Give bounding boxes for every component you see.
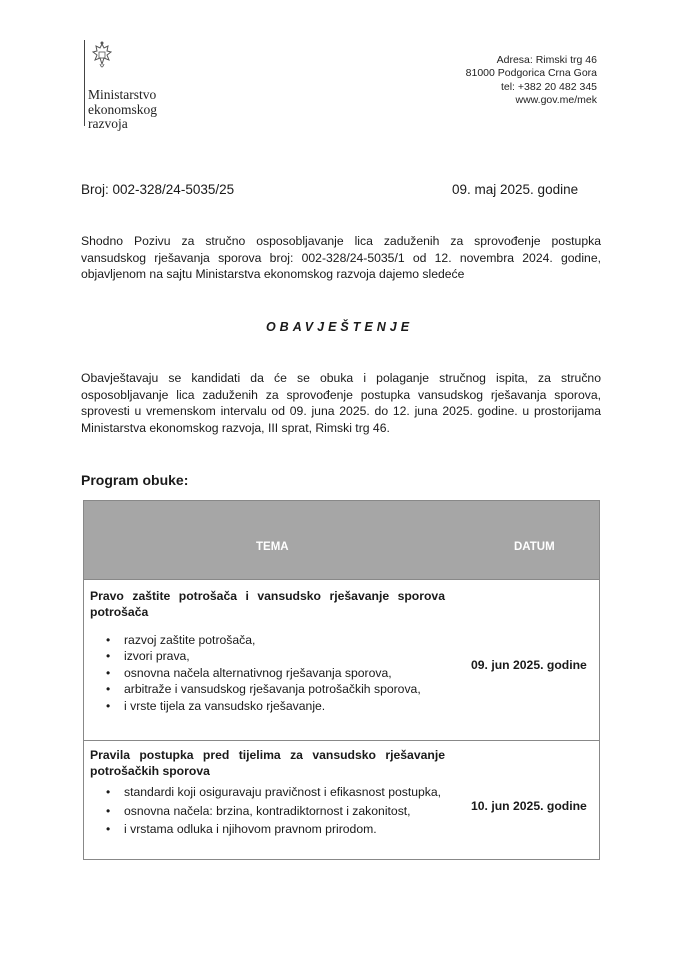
program-table — [83, 500, 600, 860]
list-item — [84, 648, 444, 664]
topic-date: 10. jun 2025. godine — [471, 799, 587, 813]
topic-list — [84, 632, 444, 714]
list-item — [84, 698, 444, 714]
bullet-icon: • — [106, 682, 111, 697]
ministry-name-line: Ministarstvo — [88, 87, 157, 102]
bullet-icon: • — [106, 785, 111, 799]
website-line: www.gov.me/mek — [515, 93, 597, 106]
ministry-name-line: ekonomskog — [88, 101, 157, 117]
list-item-text: i vrste tijela za vansudsko rješavanje. — [124, 698, 326, 713]
list-item-text: i vrstama odluka i njihovom pravnom prirodom. — [124, 822, 377, 836]
notice-paragraph: Obavještavaju se kandidati da će se obuka i polaganje stručnog ispita, za stručno osposobljavanje lica zaduženih za sprovođenje postupka vansudskog rješavanja sporova, sprovesti u vremenskom intervalu od 09. juna 2025. do 12. juna 2025. godine. u prostorijama Ministarstva ekonomskog razvoja, III sprat, Rimski trg 46. — [81, 371, 601, 435]
bullet-icon: • — [106, 698, 111, 713]
ministry-name-line: razvoja — [88, 116, 128, 131]
document-date: 09. maj 2025. godine — [452, 182, 579, 197]
reference-number: Broj: 002-328/24-5035/25 — [81, 182, 235, 197]
list-item — [84, 632, 444, 648]
coat-of-arms-icon — [90, 40, 114, 80]
list-item — [84, 681, 444, 697]
list-item — [84, 665, 444, 681]
logo-divider — [84, 40, 85, 126]
program-title: Program obuke: — [81, 472, 189, 488]
list-item-text: razvoj zaštite potrošača, — [124, 633, 256, 647]
list-item-text: standardi koji osiguravaju pravičnost i efikasnost postupka, — [124, 785, 442, 799]
intro-paragraph: Shodno Pozivu za stručno osposobljavanje lica zaduženih za sprovođenje postupka vansudskog rješavanja sporova broj: 002-328/24-5035/1 od 12. novembra 2024. godine, objavljenom na sajtu Ministarstva ekonomskog razvoja dajemo sledeće — [81, 234, 601, 282]
address-line: Adresa: Rimski trg 46 — [496, 54, 597, 66]
table-row — [84, 579, 599, 740]
bullet-icon: • — [106, 649, 111, 664]
phone-line: tel: +382 20 482 345 — [500, 80, 597, 93]
bullet-icon: • — [106, 665, 111, 680]
list-item — [84, 804, 444, 820]
topic-title: Pravo zaštite potrošača i vansudsko rješavanje sporova potrošača — [90, 589, 445, 619]
table-header — [84, 501, 599, 579]
bullet-icon: • — [106, 803, 111, 818]
list-item — [84, 822, 444, 838]
column-divider — [450, 741, 451, 859]
table-row — [84, 740, 599, 859]
notice-heading: OBAVJEŠTENJE — [265, 320, 414, 334]
list-item-text: osnovna načela alternativnog rješavanja sporova, — [124, 665, 392, 680]
document-meta — [81, 182, 581, 197]
column-header-datum: DATUM — [514, 541, 555, 553]
bullet-icon: • — [106, 633, 111, 647]
address-line: 81000 Podgorica Crna Gora — [465, 67, 597, 80]
bullet-icon: • — [106, 822, 111, 836]
list-item-text: izvori prava, — [124, 649, 190, 664]
topic-title: Pravila postupka pred tijelima za vansudsko rješavanje potrošačkih sporova — [90, 748, 445, 778]
ministry-name — [88, 88, 208, 132]
topic-list — [84, 785, 444, 841]
list-item — [84, 785, 444, 801]
topic-date: 09. jun 2025. godine — [471, 658, 587, 672]
list-item-text: arbitraže i vansudskog rješavanja potrošačkih sporova, — [124, 682, 421, 697]
column-header-tema: TEMA — [256, 541, 289, 553]
list-item-text: osnovna načela: brzina, kontradiktornost i zakonitost, — [124, 803, 411, 818]
column-divider — [450, 580, 451, 740]
address-block — [466, 54, 597, 107]
